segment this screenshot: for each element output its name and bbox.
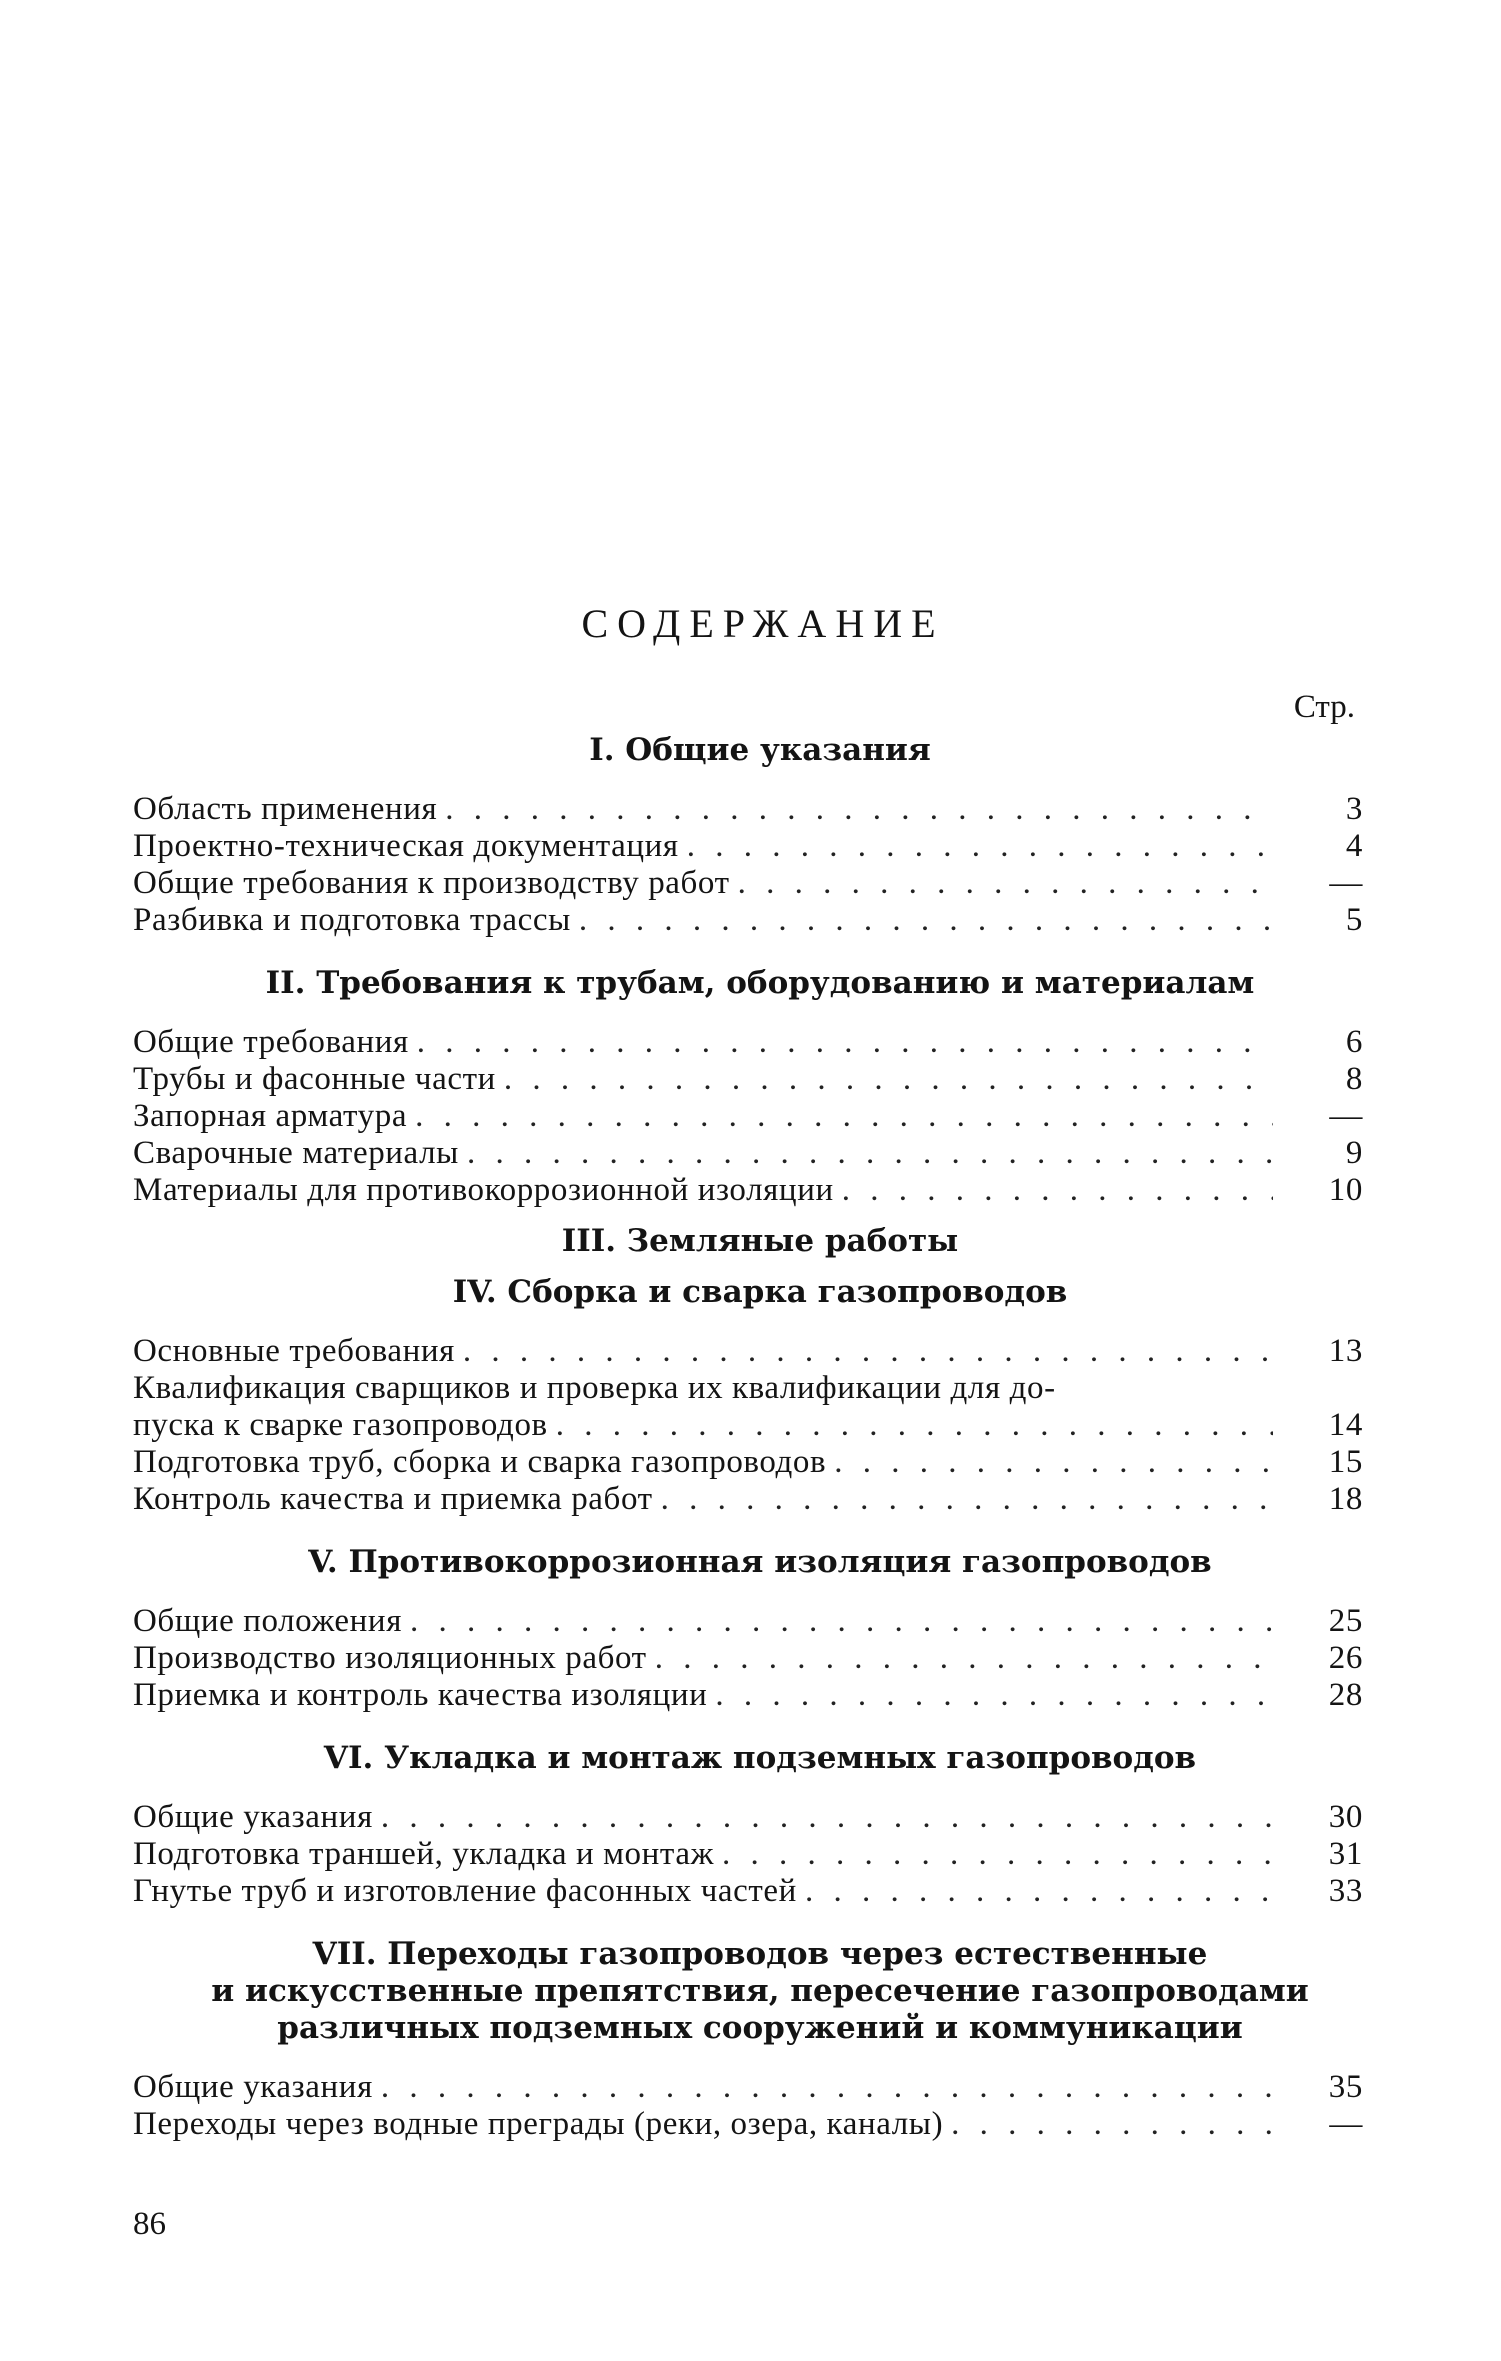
entry-page-number: 8: [1345, 1061, 1363, 1097]
entry-page-number: 9: [1345, 1135, 1363, 1171]
dot-leader: [738, 865, 1273, 902]
toc-entry: [133, 828, 1363, 865]
entry-title: Трубы и фасонные части: [133, 1061, 496, 1097]
entry-title-line1: Квалификация сварщиков и проверка их квалификации для до-: [133, 1370, 1056, 1406]
toc-entry: [133, 865, 1363, 902]
section-1: [133, 732, 1363, 939]
entry-page-number: 6: [1345, 1024, 1363, 1060]
entry-title: Подготовка труб, сборка и сварка газопроводов: [133, 1444, 827, 1480]
entry-title: Общие указания: [133, 1799, 373, 1835]
toc-entry: [133, 1370, 1363, 1444]
entry-title-line2: пуска к сварке газопроводов: [133, 1407, 548, 1443]
entry-page-number: 33: [1328, 1873, 1363, 1909]
dot-leader: [687, 828, 1273, 865]
entry-page-number: 5: [1345, 902, 1363, 938]
page-title: СОДЕРЖАНИЕ: [581, 601, 945, 646]
entry-title: Гнутье труб и изготовление фасонных частей: [133, 1873, 797, 1909]
entry-page-number: —: [1329, 865, 1363, 901]
section-4: [133, 1274, 1363, 1518]
entry-page-number: 25: [1328, 1603, 1363, 1639]
entry-page-number: 31: [1328, 1836, 1363, 1872]
entry-title: Подготовка траншей, укладка и монтаж: [133, 1836, 714, 1872]
toc-entry: [133, 2106, 1363, 2143]
entry-page-number: 14: [1328, 1407, 1363, 1443]
dot-leader: [661, 1481, 1273, 1518]
entry-page-number: —: [1329, 1098, 1363, 1134]
entry-page-number: 3: [1345, 791, 1363, 827]
toc-entry: [133, 1603, 1363, 1640]
section-3: [133, 1223, 1363, 1260]
entry-page-number: 18: [1328, 1481, 1363, 1517]
dot-leader: [504, 1061, 1273, 1098]
entry-page-number: 10: [1328, 1172, 1363, 1208]
section-heading: III. Земляные работы: [561, 1223, 959, 1259]
dot-leader: [410, 1603, 1273, 1640]
toc-entry: [133, 1172, 1363, 1209]
entry-title: Контроль качества и приемка работ: [133, 1481, 653, 1517]
toc-entry: [133, 1333, 1363, 1370]
entry-page-number: 15: [1328, 1444, 1363, 1480]
section-heading: IV. Сборка и сварка газопроводов: [452, 1274, 1068, 1310]
dot-leader: [805, 1873, 1273, 1910]
dot-leader: [834, 1444, 1273, 1481]
dot-leader: [467, 1135, 1273, 1172]
toc-entry: [133, 902, 1363, 939]
section-heading-line: различных подземных сооружений и коммуникации: [277, 2010, 1243, 2046]
entry-title: Приемка и контроль качества изоляции: [133, 1677, 708, 1713]
entry-title: Запорная арматура: [133, 1098, 408, 1134]
section-heading: I. Общие указания: [589, 732, 931, 768]
toc-entry: [133, 1098, 1363, 1135]
entry-title: Общие указания: [133, 2069, 373, 2105]
entry-page-number: 13: [1328, 1333, 1363, 1369]
entry-page-number: 30: [1328, 1799, 1363, 1835]
dot-leader: [463, 1333, 1273, 1370]
dot-leader: [381, 2069, 1273, 2106]
entry-title: Область применения: [133, 791, 438, 827]
footer-page-number: 86: [133, 2206, 166, 2242]
entry-title: Материалы для противокоррозионной изоляции: [133, 1172, 834, 1208]
section-2: [133, 965, 1363, 1209]
toc-entry: [133, 1836, 1363, 1873]
section-heading: VI. Укладка и монтаж подземных газопроводов: [323, 1740, 1197, 1776]
entry-page-number: 26: [1328, 1640, 1363, 1676]
toc-entry: [133, 1799, 1363, 1836]
toc-entry: [133, 2069, 1363, 2106]
toc-entry: [133, 1444, 1363, 1481]
dot-leader: [579, 902, 1273, 939]
entry-title: Основные требования: [133, 1333, 455, 1369]
dot-leader: [951, 2106, 1273, 2143]
dot-leader: [655, 1640, 1273, 1677]
toc-entry: [133, 791, 1363, 828]
dot-leader: [415, 1098, 1273, 1135]
section-7: [133, 1936, 1363, 2143]
toc-entry: [133, 1061, 1363, 1098]
section-heading-line: VII. Переходы газопроводов через естественные: [312, 1936, 1208, 1972]
section-heading-line: и искусственные препятствия, пересечение газопроводами: [211, 1973, 1309, 2009]
section-heading: II. Требования к трубам, оборудованию и материалам: [265, 965, 1255, 1001]
dot-leader: [417, 1024, 1273, 1061]
entry-title: Сварочные материалы: [133, 1135, 459, 1171]
entry-title: Общие требования к производству работ: [133, 865, 730, 901]
dot-leader: [715, 1677, 1273, 1714]
entry-page-number: 35: [1328, 2069, 1363, 2105]
entry-page-number: 4: [1345, 828, 1363, 864]
dot-leader: [556, 1407, 1273, 1444]
entry-title: Разбивка и подготовка трассы: [133, 902, 571, 938]
section-heading: V. Противокоррозионная изоляция газопроводов: [308, 1544, 1212, 1580]
entry-title: Общие положения: [133, 1603, 402, 1639]
page-column-label: Стр.: [1293, 689, 1355, 725]
dot-leader: [722, 1836, 1273, 1873]
section-6: [133, 1740, 1363, 1910]
toc-entry: [133, 1481, 1363, 1518]
toc-entry: [133, 1024, 1363, 1061]
dot-leader: [842, 1172, 1273, 1209]
dot-leader: [445, 791, 1273, 828]
entry-page-number: —: [1329, 2106, 1363, 2142]
entry-title: Общие требования: [133, 1024, 409, 1060]
table-of-contents: [133, 600, 1363, 2169]
entry-page-number: 28: [1328, 1677, 1363, 1713]
entry-title: Производство изоляционных работ: [133, 1640, 647, 1676]
toc-entry: [133, 1873, 1363, 1910]
entry-title: Проектно-техническая документация: [133, 828, 679, 864]
section-heading: [133, 1936, 1363, 2047]
dot-leader: [381, 1799, 1273, 1836]
toc-entry: [133, 1135, 1363, 1172]
section-5: [133, 1544, 1363, 1714]
toc-entry: [133, 1640, 1363, 1677]
entry-title: Переходы через водные преграды (реки, озера, каналы): [133, 2106, 944, 2142]
toc-entry: [133, 1677, 1363, 1714]
